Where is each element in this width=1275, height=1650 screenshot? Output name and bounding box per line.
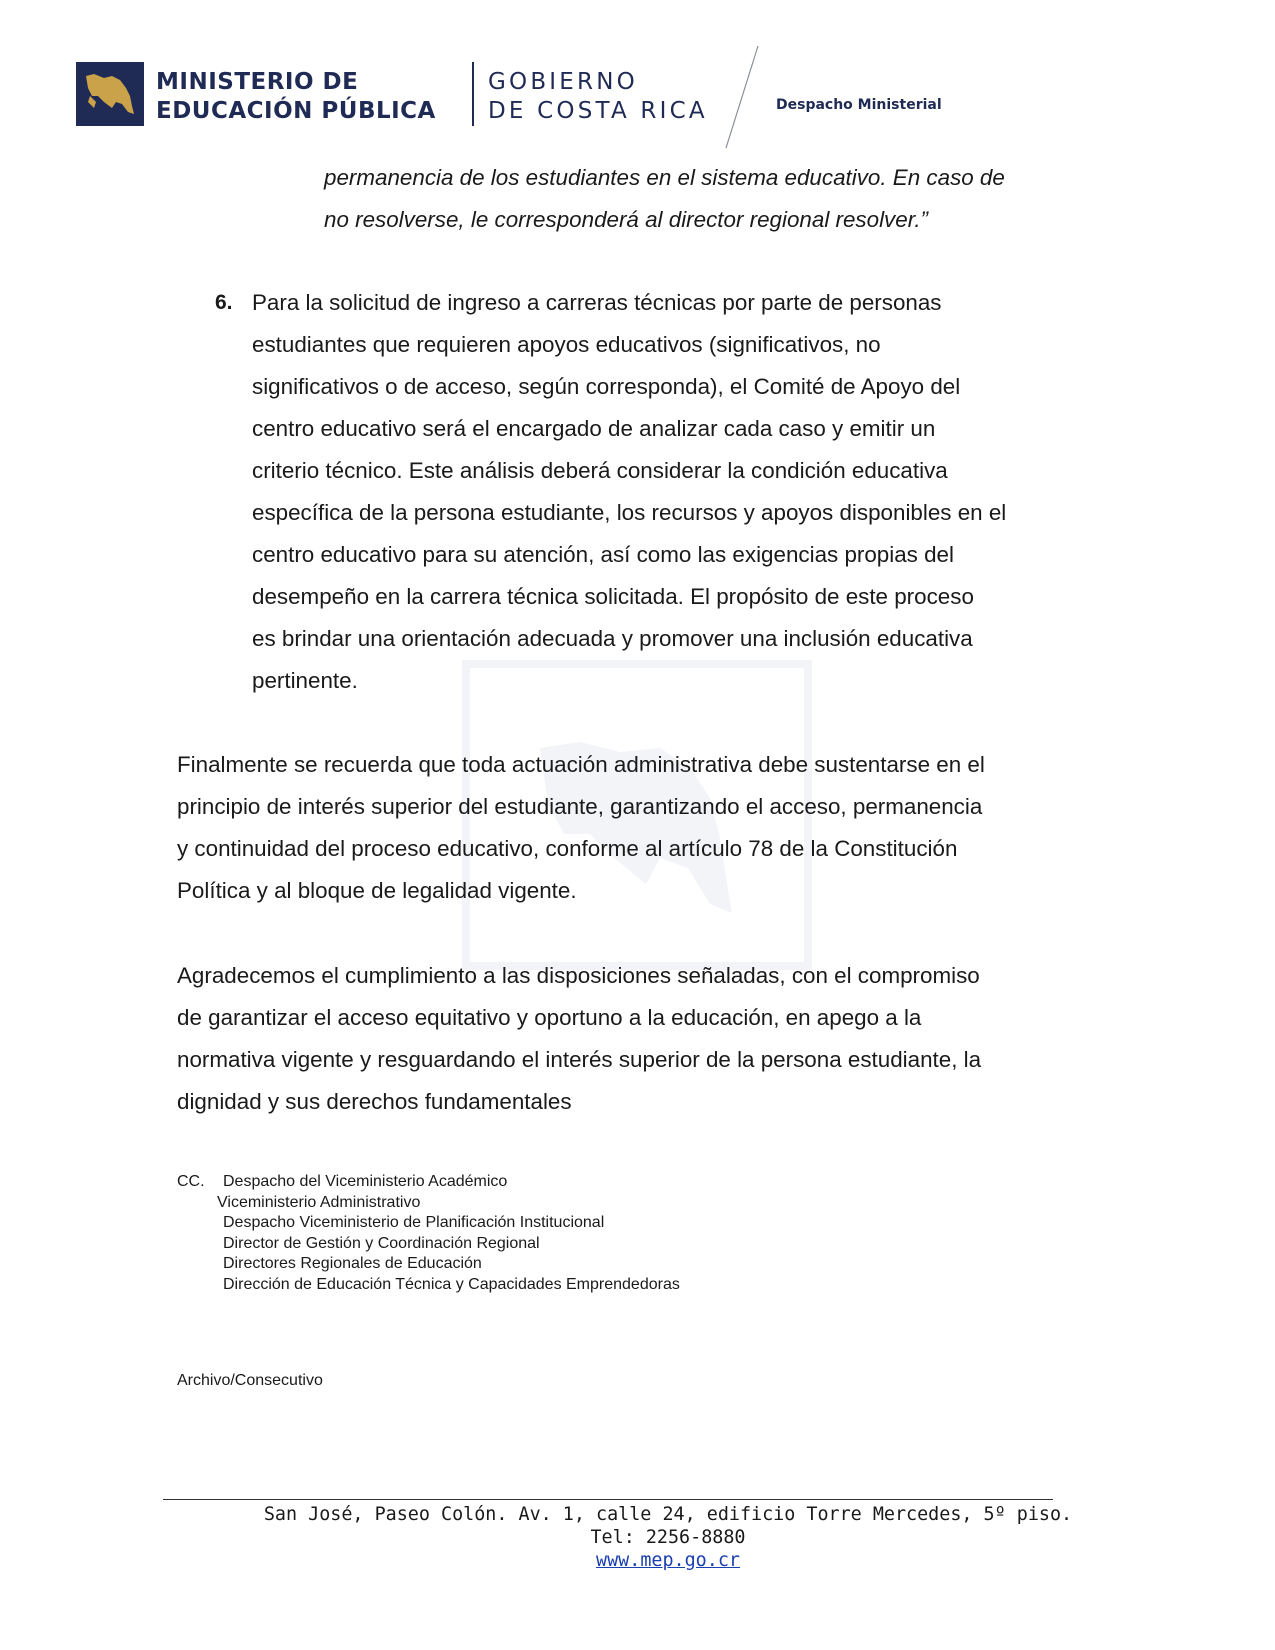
paragraph-line: Finalmente se recuerda que toda actuación administrativa debe sustentarse en el <box>177 752 985 777</box>
quote-line: permanencia de los estudiantes en el sistema educativo. En caso de <box>324 165 1005 190</box>
paragraph-line: principio de interés superior del estudiante, garantizando el acceso, permanencia <box>177 794 983 819</box>
government-line-2: DE COSTA RICA <box>488 98 708 124</box>
list-item-6 <box>252 282 1112 702</box>
quote-line: no resolverse, le corresponderá al director regional resolver.” <box>324 207 929 232</box>
paragraph-line: dignidad y sus derechos fundamentales <box>177 1089 572 1114</box>
item-line: criterio técnico. Este análisis deberá considerar la condición educativa <box>252 458 948 483</box>
item-line: es brindar una orientación adecuada y promover una inclusión educativa <box>252 626 973 651</box>
item-line: estudiantes que requieren apoyos educativos (significativos, no <box>252 332 881 357</box>
footer-address: San José, Paseo Colón. Av. 1, calle 24, edificio Torre Mercedes, 5º piso. <box>263 1504 1073 1525</box>
item-line: desempeño en la carrera técnica solicitada. El propósito de este proceso <box>252 584 974 609</box>
government-name <box>488 68 708 126</box>
website-link[interactable]: www.mep.go.cr <box>596 1550 740 1571</box>
thanks-paragraph <box>177 955 1117 1123</box>
item-line: Para la solicitud de ingreso a carreras técnicas por parte de personas <box>252 290 942 315</box>
quote-continuation <box>324 157 1124 241</box>
footer <box>163 1503 1173 1572</box>
cc-recipient: Viceministerio Administrativo <box>217 1193 421 1211</box>
ministry-line-1: MINISTERIO DE <box>156 69 359 95</box>
item-line: pertinente. <box>252 668 358 693</box>
cc-recipient: Despacho Viceministerio de Planificación Institucional <box>223 1214 605 1231</box>
office-name: Despacho Ministerial <box>776 97 942 113</box>
archive-note: Archivo/Consecutivo <box>177 1372 323 1389</box>
cc-recipient: Despacho del Viceministerio Académico <box>223 1173 508 1190</box>
paragraph-line: normativa vigente y resguardando el interés superior de la persona estudiante, la <box>177 1047 982 1072</box>
cc-recipient: Director de Gestión y Coordinación Regional <box>223 1234 540 1252</box>
item-line: centro educativo para su atención, así como las exigencias propias del <box>252 542 954 567</box>
paragraph-line: Agradecemos el cumplimiento a las disposiciones señaladas, con el compromiso <box>177 963 980 988</box>
ministry-name <box>156 68 436 126</box>
mep-logo <box>76 62 144 126</box>
header-divider <box>472 62 474 126</box>
item-line: significativos o de acceso, según corresponda), el Comité de Apoyo del <box>252 374 961 399</box>
list-item-number: 6. <box>215 291 233 314</box>
government-line-1: GOBIERNO <box>488 69 638 95</box>
footer-divider <box>163 1499 1053 1500</box>
ministry-line-2: EDUCACIÓN PÚBLICA <box>156 98 436 124</box>
closing-paragraph <box>177 744 1117 912</box>
costa-rica-map-icon <box>76 62 144 126</box>
cc-recipient: Directores Regionales de Educación <box>223 1255 482 1272</box>
item-line: específica de la persona estudiante, los recursos y apoyos disponibles en el <box>252 500 1007 525</box>
item-line: centro educativo será el encargado de analizar cada caso y emitir un <box>252 416 936 441</box>
footer-phone: Tel: 2256-8880 <box>590 1527 746 1548</box>
paragraph-line: Política y al bloque de legalidad vigente. <box>177 878 577 903</box>
paragraph-line: de garantizar el acceso equitativo y oportuno a la educación, en apego a la <box>177 1005 922 1030</box>
cc-label: CC. <box>177 1173 205 1190</box>
paragraph-line: y continuidad del proceso educativo, conforme al artículo 78 de la Constitución <box>177 836 958 861</box>
cc-recipient: Dirección de Educación Técnica y Capacidades Emprendedoras <box>223 1275 680 1293</box>
header-slash-divider <box>722 44 762 150</box>
